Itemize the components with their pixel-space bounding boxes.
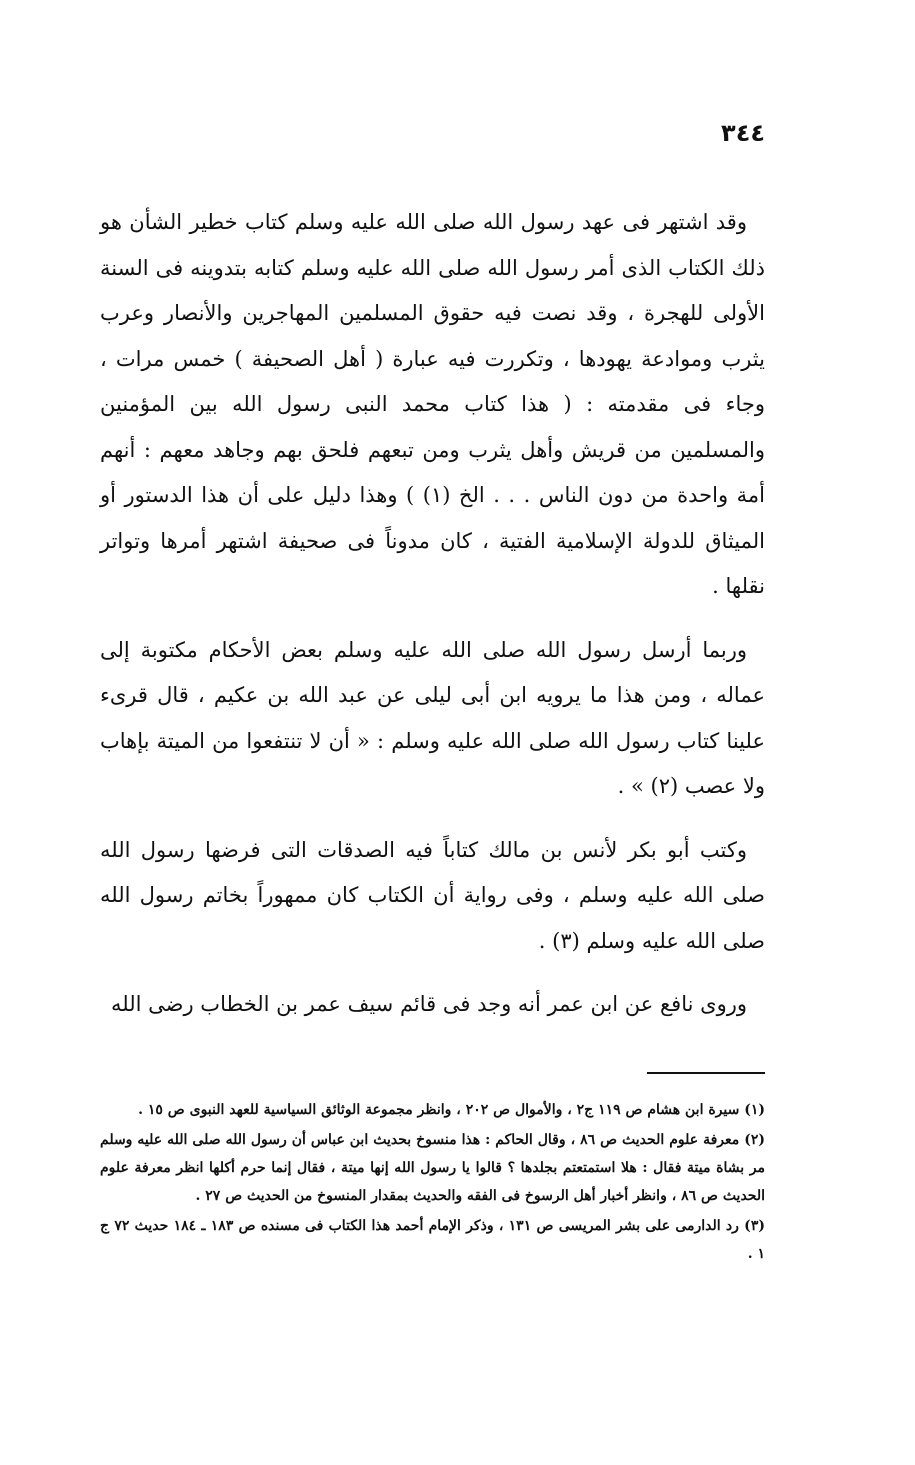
paragraph-3: وكتب أبو بكر لأنس بن مالك كتاباً فيه الصدقات التى فرضها رسول الله صلى الله عليه وسلم ، وفى رواية أن الكتاب كان ممهوراً بخاتم رسول الله صلى الله عليه وسلم (٣) . bbox=[100, 837, 765, 953]
body-text bbox=[100, 200, 765, 1028]
page-number: ٣٤٤ bbox=[721, 119, 765, 147]
paragraph-1: وقد اشتهر فى عهد رسول الله صلى الله عليه وسلم كتاب خطير الشأن هو ذلك الكتاب الذى أمر رسول الله صلى الله عليه وسلم كتابه بتدوينه فى السنة الأولى للهجرة ، وقد نصت فيه حقوق المسلمين المهاجرين والأنصار وعرب يثرب وموادعة يهودها ، وتكررت فيه عبارة ( أهل الصحيفة ) خمس مرات ، وجاء فى مقدمته : ( هذا كتاب محمد النبى رسول الله بين المؤمنين والمسلمين من قريش وأهل يثرب ومن تبعهم فلحق بهم وجاهد معهم : أنهم أمة واحدة من دون الناس . . . الخ (١) ) وهذا دليل على أن هذا الدستور أو الميثاق للدولة الإسلامية الفتية ، كان مدوناً فى صحيفة اشتهر أمرها وتواتر نقلها . bbox=[100, 210, 765, 598]
footnote-3: (٣) رد الدارمى على بشر المريسى ص ١٣١ ، وذكر الإمام أحمد هذا الكتاب فى مسنده ص ١٨٣ ـ ١٨٤ حديث ٧٢ ج ١ . bbox=[100, 1217, 765, 1262]
paragraph-4: وروى نافع عن ابن عمر أنه وجد فى قائم سيف عمر بن الخطاب رضى الله bbox=[111, 992, 747, 1016]
footnote-divider bbox=[647, 1072, 765, 1074]
footnote-1: (١) سيرة ابن هشام ص ١١٩ ج٢ ، والأموال ص ٢٠٢ ، وانظر مجموعة الوثائق السياسية للعهد النبوى ص ١٥ . bbox=[138, 1101, 765, 1118]
paragraph-2: وربما أرسل رسول الله صلى الله عليه وسلم بعض الأحكام مكتوبة إلى عماله ، ومن هذا ما يرويه ابن أبى ليلى عن عبد الله بن عكيم ، قال قرىء علينا كتاب رسول الله صلى الله عليه وسلم : « أن لا تنتفعوا من الميتة بإهاب ولا عصب (٢) » . bbox=[100, 637, 765, 798]
footnotes bbox=[100, 1096, 765, 1268]
footnote-2: (٢) معرفة علوم الحديث ص ٨٦ ، وقال الحاكم : هذا منسوخ بحديث ابن عباس أن رسول الله صلى الله عليه وسلم مر بشاة ميتة فقال : هلا استمتعتم بجلدها ؟ قالوا يا رسول الله إنها ميتة ، فقال إنما حرم أكلها انظر معرفة علوم الحديث ص ٨٦ ، وانظر أخبار أهل الرسوخ فى الفقه والحديث بمقدار المنسوخ من الحديث ص ٢٧ . bbox=[100, 1131, 766, 1204]
